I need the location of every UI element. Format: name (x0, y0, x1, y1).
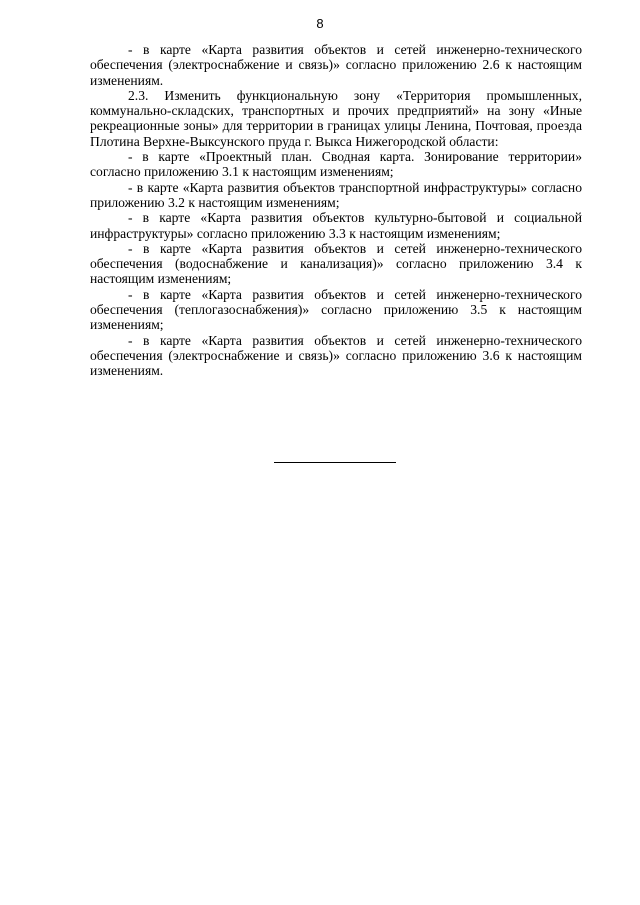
page-number: 8 (316, 16, 324, 31)
paragraph-map-item: - в карте «Карта развития объектов и сетей инженерно-технического обеспечения (теплогазоснабжения)» согласно приложению 3.5 к настоящим изменениям; (90, 286, 582, 333)
paragraph-map-item: - в карте «Карта развития объектов и сетей инженерно-технического обеспечения (электроснабжение и связь)» согласно приложению 3.6 к настоящим изменениям. (90, 332, 582, 379)
paragraph-map-item: - в карте «Карта развития объектов и сетей инженерно-технического обеспечения (электроснабжение и связь)» согласно приложению 2.6 к настоящим изменениям. (90, 42, 582, 88)
paragraph-map-item: - в карте «Карта развития объектов культурно-бытовой и социальной инфраструктуры» согласно приложению 3.3 к настоящим изменениям; (90, 210, 582, 241)
document-body (90, 42, 582, 379)
end-separator-line (274, 462, 396, 463)
paragraph-section-2-3: 2.3. Изменить функциональную зону «Территория промышленных, коммунально-складских, транспортных и прочих предприятий» на зону «Иные рекреационные зоны» для территории в границах улицы Ленина, Почтовая, проезда Плотина Верхне-Выксунского пруда г. Выкса Нижегородской области: (90, 87, 582, 149)
paragraph-map-item: - в карте «Карта развития объектов транспортной инфраструктуры» согласно приложению 3.2 к настоящим изменениям; (90, 179, 582, 210)
paragraph-map-item: - в карте «Проектный план. Сводная карта. Зонирование территории» согласно приложению 3.1 к настоящим изменениям; (90, 149, 582, 180)
paragraph-map-item: - в карте «Карта развития объектов и сетей инженерно-технического обеспечения (водоснабжение и канализация)» согласно приложению 3.4 к настоящим изменениям; (90, 240, 582, 287)
